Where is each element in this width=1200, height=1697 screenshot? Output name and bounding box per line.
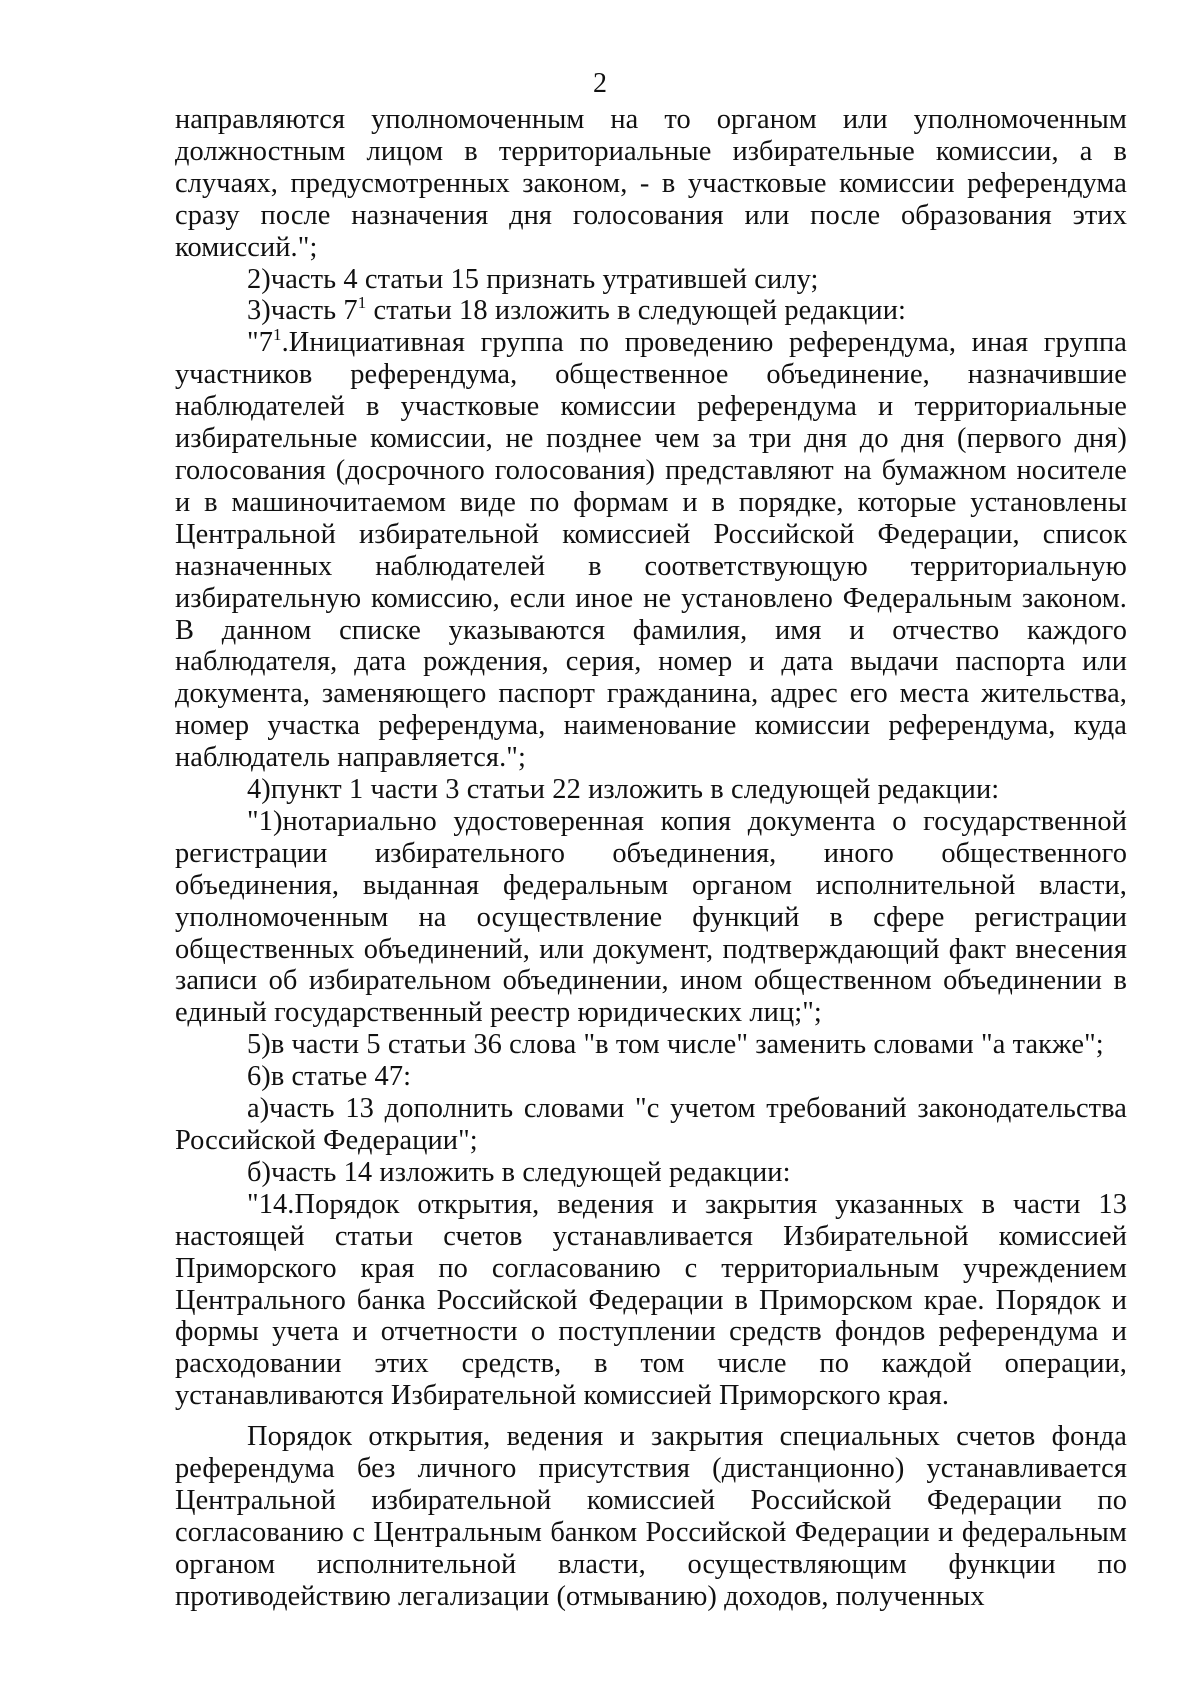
paragraph-continuation: направляются уполномоченным на то органом или уполномоченным должностным лицом в территориальные избирательные комиссии, а в случаях, предусмотренных законом, - в участковые комиссии референдума сразу после назначения дня голосования или после образования этих комиссий."; — [175, 104, 1127, 263]
paragraph-quote-7-1 — [175, 327, 1127, 774]
paragraph-item-6: 6)в статье 47: — [247, 1061, 412, 1093]
paragraph-item-3-pre: 3)часть 7 — [247, 295, 358, 327]
paragraph-item-6a: а)часть 13 дополнить словами "с учетом требований законодательства Российской Федерации"; — [175, 1093, 1127, 1156]
superscript: 1 — [273, 325, 282, 345]
document-body — [175, 104, 1127, 1613]
paragraph-quote-1: "1)нотариально удостоверенная копия документа о государственной регистрации избирательного объединения, иного общественного объединения, выданная федеральным органом исполнительной власти, уполномоченным на осуществление функций в сфере регистрации общественных объединений, или документ, подтверждающий факт внесения записи об избирательном объединении, ином общественном объединении в единый государственный реестр юридических лиц;"; — [175, 805, 1127, 1029]
paragraph-item-3 — [175, 295, 1127, 327]
paragraph-item-2: 2)часть 4 статьи 15 признать утратившей силу; — [247, 263, 819, 295]
paragraph-item-6b: б)часть 14 изложить в следующей редакции: — [247, 1156, 791, 1188]
paragraph-item-5: 5)в части 5 статьи 36 слова "в том числе" заменить словами "а также"; — [247, 1029, 1104, 1061]
paragraph-quote-7-1-pre: "7 — [247, 327, 273, 359]
paragraph-special-accounts: Порядок открытия, ведения и закрытия специальных счетов фонда референдума без личного присутствия (дистанционно) устанавливается Центральной избирательной комиссией Российской Федерации по согласованию с Центральным банком Российской Федерации и федеральным органом исполнительной власти, осуществляющим функции по противодействию легализации (отмыванию) доходов, полученных — [175, 1421, 1127, 1612]
paragraph-item-3-post: статьи 18 изложить в следующей редакции: — [366, 295, 907, 327]
paragraph-quote-7-1-post: .Инициативная группа по проведению референдума, иная группа участников референдума, общественное объединение, назначившие наблюдателей в участковые комиссии референдума и территориальные избирательные комиссии, не позднее чем за три дня до дня (первого дня) голосования (досрочного голосования) представляют на бумажном носителе и в машиночитаемом виде по формам и в порядке, которые установлены Центральной избирательной комиссией Российской Федерации, список назначенных наблюдателей в соответствующую территориальную избирательную комиссию, если иное не установлено Федеральным законом. В данном списке указываются фамилия, имя и отчество каждого наблюдателя, дата рождения, серия, номер и дата выдачи паспорта или документа, заменяющего паспорт гражданина, адрес его места жительства, номер участка референдума, наименование комиссии референдума, куда наблюдатель направляется."; — [175, 327, 1127, 774]
paragraph-quote-14: "14.Порядок открытия, ведения и закрытия указанных в части 13 настоящей статьи счетов устанавливается Избирательной комиссией Приморского края по согласованию с территориальным учреждением Центрального банка Российской Федерации в Приморском крае. Порядок и формы учета и отчетности о поступлении средств фондов референдума и расходовании этих средств, в том числе по каждой операции, устанавливаются Избирательной комиссией Приморского края. — [175, 1188, 1127, 1412]
superscript: 1 — [357, 293, 367, 313]
page-number: 2 — [593, 68, 607, 99]
paragraph-item-4: 4)пункт 1 части 3 статьи 22 изложить в следующей редакции: — [247, 774, 1000, 806]
